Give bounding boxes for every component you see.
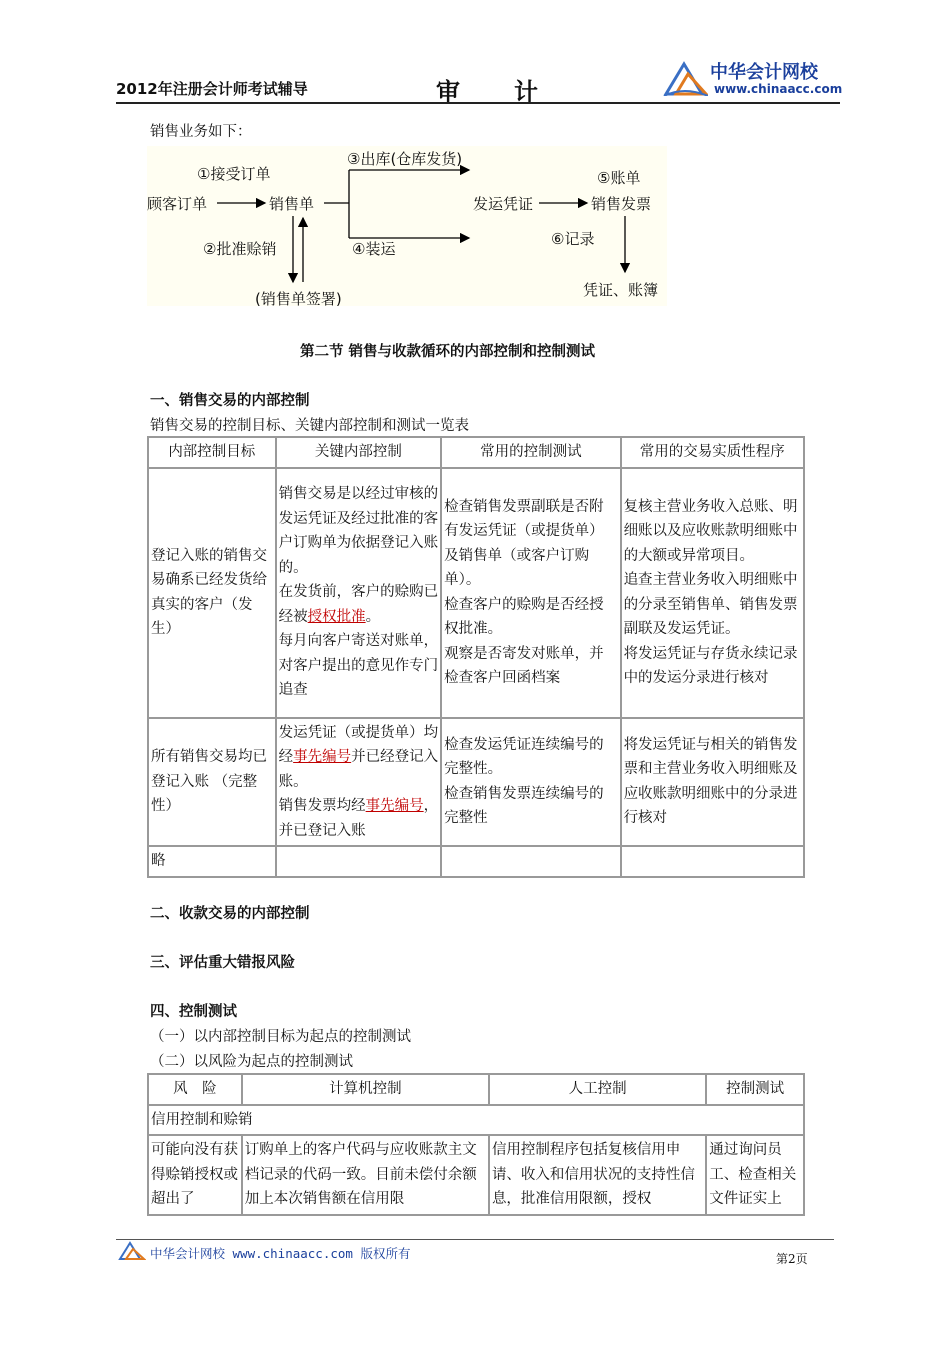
cell-text: 检查销售发票副联是否附有发运凭证（或提货单）及销售单（或客户订购单）。 <box>444 498 604 588</box>
cell-text: 检查发运凭证连续编号的完整性。 <box>444 736 604 778</box>
table-header: 控制测试 <box>706 1074 804 1105</box>
subheading-objective: （一）以内部控制目标为起点的控制测试 <box>150 1029 411 1045</box>
step-record: ⑥记录 <box>551 230 595 248</box>
table-cell <box>621 468 804 718</box>
table-header: 常用的交易实质性程序 <box>621 437 804 468</box>
table-row <box>148 846 804 877</box>
cell-text: 追查主营业务收入明细账中的分录至销售单、销售发票副联及发运凭证。 <box>623 572 798 637</box>
table-cell <box>441 846 620 877</box>
step-ship-out: ③出库(仓库发货) <box>347 150 463 168</box>
step-receive-order: ①接受订单 <box>197 165 271 183</box>
header-title: 2012年注册会计师考试辅导 <box>116 80 308 98</box>
cell-text: 销售交易是以经过审核的发运凭证及经过批准的客户订购单为依据登记入账的。 <box>278 486 439 576</box>
table-cell: 登记入账的销售交易确系已经发货给真实的客户（发生） <box>148 468 276 718</box>
table-cell <box>276 846 441 877</box>
cell-text: 发运凭证（或提货单）均经 <box>278 724 439 765</box>
logo-icon <box>662 60 708 96</box>
heading-risk-assessment: 三、评估重大错报风险 <box>150 955 295 971</box>
step-shipping: ④装运 <box>352 240 396 258</box>
customer-order: 顾客订单 <box>147 195 208 213</box>
table-row <box>148 468 804 718</box>
table-group-row <box>148 1105 804 1136</box>
table-row <box>148 1135 804 1215</box>
table-header: 人工控制 <box>489 1074 706 1105</box>
cell-text: 并已经登记入账。 <box>278 749 439 790</box>
table-header-row <box>148 1074 804 1105</box>
table-header: 关键内部控制 <box>276 437 441 468</box>
footer-divider <box>116 1239 834 1240</box>
table-cell <box>276 718 441 847</box>
table-cell <box>621 846 804 877</box>
heading-control-test: 四、控制测试 <box>150 1004 237 1020</box>
cell-text: 复核主营业务收入总账、明细账以及应收账款明细账中的大额或异常项目。 <box>623 498 798 564</box>
risk-control-table <box>147 1073 805 1216</box>
cell-text: 检查客户的赊购是否经授权批准。 <box>444 596 604 637</box>
logo <box>662 56 842 100</box>
sales-flow-diagram <box>147 146 667 306</box>
table-cell: 通过询问员工、检查相关文件证实上 <box>706 1135 804 1215</box>
cell-text: ，并已登记入账 <box>278 798 439 839</box>
footer-logo-icon <box>118 1241 146 1261</box>
table-cell <box>441 468 620 718</box>
sales-order-signature: (销售单签署) <box>255 290 342 308</box>
cell-text: 观察是否寄发对账单，并检查客户回函档案 <box>444 645 604 686</box>
sales-control-table <box>147 436 805 878</box>
table1-caption: 销售交易的控制目标、关键内部控制和测试一览表 <box>150 418 469 434</box>
heading-collection-control: 二、收款交易的内部控制 <box>150 906 310 922</box>
table-cell: 所有销售交易均已登记入账 （完整性） <box>148 718 276 847</box>
table-header: 计算机控制 <box>242 1074 489 1105</box>
cell-text: 销售发票均经 <box>278 798 366 814</box>
cell-text: 每月向客户寄送对账单，对客户提出的意见作专门追查 <box>278 633 439 699</box>
table-header: 内部控制目标 <box>148 437 276 468</box>
cell-text: 将发运凭证与存货永续记录中的发运分录进行核对 <box>623 645 798 686</box>
table-cell: 可能向没有获得赊销授权或超出了 <box>148 1135 242 1215</box>
step-credit-approval: ②批准赊销 <box>203 240 277 258</box>
table-cell: 信用控制程序包括复核信用申请、收入和信用状况的支持性信息，批准信用限额，授权 <box>489 1135 706 1215</box>
table-header: 风 险 <box>148 1074 242 1105</box>
shipping-document: 发运凭证 <box>473 195 534 213</box>
prenumbered-link[interactable]: 事先编号 <box>293 749 352 765</box>
logo-text: 中华会计网校 <box>710 62 818 83</box>
table-cell: 略 <box>148 846 276 877</box>
table-header-row <box>148 437 804 468</box>
table-row <box>148 718 804 847</box>
page-number: 第2页 <box>776 1252 808 1266</box>
heading-sales-control: 一、销售交易的内部控制 <box>150 393 310 409</box>
table-cell <box>276 468 441 718</box>
header-subject: 审计 <box>436 77 592 106</box>
cell-text: 。 <box>365 608 381 625</box>
sales-invoice: 销售发票 <box>591 195 652 213</box>
intro-text: 销售业务如下： <box>150 124 252 140</box>
cell-text: 在发货前，客户的赊购已经被 <box>278 584 439 625</box>
table-cell <box>441 718 620 847</box>
step-billing: ⑤账单 <box>597 169 641 187</box>
table-cell: 将发运凭证与相关的销售发票和主营业务收入明细账及应收账款明细账中的分录进行核对 <box>621 718 804 847</box>
table-header: 常用的控制测试 <box>441 437 620 468</box>
table-cell: 订购单上的客户代码与应收账款主文档记录的代码一致。目前未偿付余额加上本次销售额在信用限 <box>242 1135 489 1215</box>
section-title: 第二节 销售与收款循环的内部控制和控制测试 <box>300 344 596 360</box>
cell-text: 检查销售发票连续编号的完整性 <box>444 785 604 827</box>
logo-url: www.chinaacc.com <box>714 82 843 96</box>
subheading-risk: （二）以风险为起点的控制测试 <box>150 1054 353 1070</box>
table-group-label: 信用控制和赊销 <box>148 1105 804 1136</box>
vouchers-ledgers: 凭证、账簿 <box>583 281 659 299</box>
footer-copyright: 中华会计网校 www.chinaacc.com 版权所有 <box>150 1246 411 1261</box>
header-divider <box>116 102 840 104</box>
authorization-link[interactable]: 授权批准 <box>307 608 366 625</box>
prenumbered-link[interactable]: 事先编号 <box>365 798 424 814</box>
sales-order: 销售单 <box>269 195 315 213</box>
